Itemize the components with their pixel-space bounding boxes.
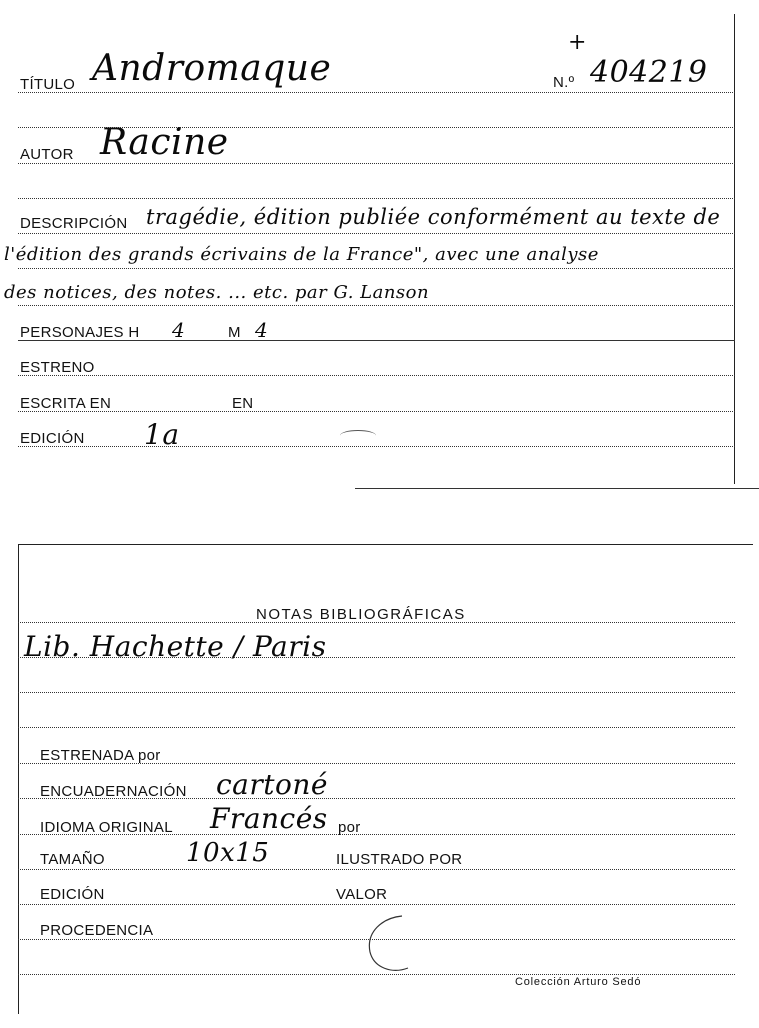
- card-edge: [734, 14, 735, 484]
- rule: [18, 904, 735, 905]
- rule: [18, 657, 735, 658]
- autor-value: Racine: [100, 122, 229, 163]
- rule: [18, 974, 735, 975]
- en-label: EN: [232, 395, 254, 412]
- personajes-label: PERSONAJES H: [20, 324, 140, 341]
- titulo-value: Andromaque: [92, 48, 332, 89]
- rule: [18, 622, 735, 623]
- card-bottom-edge: [355, 488, 759, 489]
- rule: [18, 163, 735, 164]
- idioma-value: Francés: [210, 802, 328, 835]
- rule: [18, 411, 735, 412]
- idioma-label: IDIOMA ORIGINAL: [40, 819, 173, 836]
- tamano-label: TAMAÑO: [40, 851, 105, 868]
- card-top-edge: [18, 544, 753, 545]
- rule: [18, 869, 735, 870]
- notas-heading: NOTAS BIBLIOGRÁFICAS: [256, 606, 466, 623]
- rule: [18, 92, 735, 93]
- numero-label: N.º: [553, 74, 575, 91]
- rule: [18, 798, 735, 799]
- rule: [18, 375, 735, 376]
- encuadernacion-value: cartoné: [216, 768, 328, 801]
- coleccion-stamp: Colección Arturo Sedó: [515, 976, 642, 988]
- procedencia-label: PROCEDENCIA: [40, 922, 154, 939]
- numero-value: 404219: [590, 55, 708, 90]
- rule: [18, 692, 735, 693]
- descripcion-line-2: l'édition des grands écrivains de la France", avec une analyse: [4, 244, 599, 265]
- valor-label: VALOR: [336, 886, 388, 903]
- edicion-label: EDICIÓN: [40, 886, 105, 903]
- rule: [18, 727, 735, 728]
- rule: [18, 446, 735, 447]
- rule: [18, 834, 735, 835]
- catalog-card-bottom: [0, 540, 759, 1028]
- ink-circle-mark: [362, 912, 432, 976]
- edicion-label: EDICIÓN: [20, 430, 85, 447]
- personajes-h-value: 4: [172, 318, 186, 342]
- personajes-m-label: M: [228, 324, 241, 341]
- ilustrado-label: ILUSTRADO POR: [336, 851, 463, 868]
- encuadernacion-label: ENCUADERNACIÓN: [40, 783, 187, 800]
- rule: [18, 268, 735, 269]
- card-left-edge: [18, 544, 19, 1014]
- titulo-label: TÍTULO: [20, 76, 76, 93]
- escrita-label: ESCRITA EN: [20, 395, 112, 412]
- rule: [18, 763, 735, 764]
- notas-value: Lib. Hachette / Paris: [24, 630, 327, 663]
- autor-label: AUTOR: [20, 146, 74, 163]
- cross-mark: +: [568, 30, 587, 55]
- descripcion-line-1: tragédie, édition publiée conformément au texte de: [146, 205, 721, 229]
- rule: [18, 340, 735, 341]
- ink-mark: [340, 430, 376, 441]
- catalog-card-top: [0, 0, 759, 500]
- tamano-value: 10x15: [186, 838, 270, 868]
- estreno-label: ESTRENO: [20, 359, 95, 376]
- descripcion-label: DESCRIPCIÓN: [20, 215, 128, 232]
- descripcion-line-3: des notices, des notes. ... etc. par G. Lanson: [4, 282, 430, 303]
- edicion-value: 1a: [144, 418, 180, 451]
- por-label: por: [338, 819, 361, 836]
- rule: [18, 198, 735, 199]
- personajes-m-value: 4: [255, 318, 269, 342]
- rule: [18, 233, 735, 234]
- rule: [18, 305, 735, 306]
- estrenada-label: ESTRENADA por: [40, 747, 161, 764]
